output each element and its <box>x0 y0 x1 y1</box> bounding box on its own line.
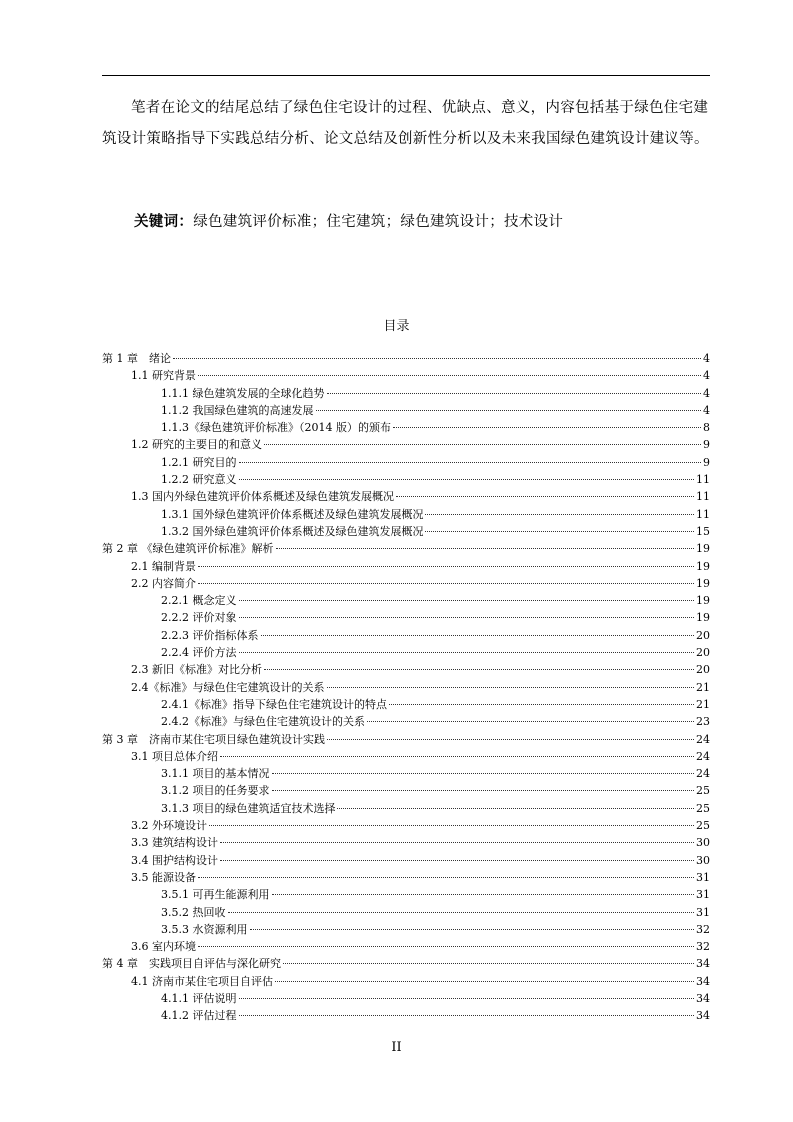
toc-entry-title: 3.1.1 项目的基本情况 <box>161 767 270 781</box>
toc-entry[interactable] <box>102 834 710 851</box>
toc-entry-page: 25 <box>696 784 710 798</box>
toc-entry[interactable] <box>102 627 710 644</box>
toc-entry-page: 30 <box>696 836 710 850</box>
toc-entry-page: 19 <box>696 542 710 556</box>
toc-dot-leader <box>228 912 695 913</box>
page-number: II <box>391 1040 402 1055</box>
toc-entry[interactable] <box>102 644 710 661</box>
toc-dot-leader <box>337 808 694 809</box>
toc-entry-page: 30 <box>696 853 710 867</box>
toc-dot-leader <box>425 531 694 532</box>
toc-entry[interactable] <box>102 696 710 713</box>
toc-dot-leader <box>239 617 695 618</box>
toc-entry-page: 21 <box>696 697 710 711</box>
toc-entry-title: 2.2.1 概念定义 <box>161 594 237 608</box>
toc-entry[interactable] <box>102 852 710 869</box>
toc-dot-leader <box>261 635 695 636</box>
toc-entry-page: 4 <box>703 403 710 417</box>
toc-entry[interactable] <box>102 800 710 817</box>
toc-entry-title: 3.5.2 热回收 <box>161 905 226 919</box>
toc-entry[interactable] <box>102 523 710 540</box>
toc-entry-page: 19 <box>696 559 710 573</box>
table-of-contents <box>102 350 710 1025</box>
toc-entry-title: 1.2.1 研究目的 <box>161 455 237 469</box>
toc-entry-page: 11 <box>696 507 710 521</box>
toc-dot-leader <box>272 790 695 791</box>
toc-dot-leader <box>316 410 702 411</box>
toc-entry-title: 1.3.2 国外绿色建筑评价体系概述及绿色建筑发展概况 <box>161 524 424 538</box>
toc-entry-title: 1.1 研究背景 <box>131 369 196 383</box>
toc-entry-title: 1.3 国内外绿色建筑评价体系概述及绿色建筑发展概况 <box>131 490 394 504</box>
toc-dot-leader <box>396 496 694 497</box>
toc-entry-page: 34 <box>696 974 710 988</box>
toc-entry-title: 4.1 济南市某住宅项目自评估 <box>131 974 273 988</box>
toc-entry-title: 2.4《标准》与绿色住宅建筑设计的关系 <box>131 680 325 694</box>
toc-entry[interactable] <box>102 385 710 402</box>
toc-entry-title: 2.3 新旧《标准》对比分析 <box>131 663 262 677</box>
header-rule <box>102 75 710 76</box>
toc-dot-leader <box>198 946 694 947</box>
toc-entry-page: 21 <box>696 680 710 694</box>
toc-dot-leader <box>283 963 694 964</box>
toc-dot-leader <box>198 375 701 376</box>
toc-entry-title: 2.4.2《标准》与绿色住宅建筑设计的关系 <box>161 715 365 729</box>
toc-entry-page: 11 <box>696 473 710 487</box>
toc-entry[interactable] <box>102 402 710 419</box>
toc-entry-title: 1.2.2 研究意义 <box>161 473 237 487</box>
toc-entry[interactable] <box>102 731 710 748</box>
toc-dot-leader <box>239 462 702 463</box>
toc-dot-leader <box>239 998 695 999</box>
toc-dot-leader <box>389 704 694 705</box>
toc-entry[interactable] <box>102 679 710 696</box>
toc-entry[interactable] <box>102 558 710 575</box>
toc-entry-title: 第 2 章 《绿色建筑评价标准》解析 <box>102 542 274 556</box>
toc-entry[interactable] <box>102 990 710 1007</box>
toc-entry[interactable] <box>102 973 710 990</box>
toc-title: 目录 <box>383 319 410 334</box>
toc-entry[interactable] <box>102 904 710 921</box>
toc-dot-leader <box>327 739 694 740</box>
toc-entry[interactable] <box>102 367 710 384</box>
toc-entry[interactable] <box>102 661 710 678</box>
toc-entry[interactable] <box>102 765 710 782</box>
toc-entry-page: 31 <box>696 905 710 919</box>
toc-entry[interactable] <box>102 506 710 523</box>
toc-entry-title: 1.1.2 我国绿色建筑的高速发展 <box>161 403 314 417</box>
toc-dot-leader <box>239 1015 695 1016</box>
toc-dot-leader <box>220 842 694 843</box>
toc-entry[interactable] <box>102 488 710 505</box>
toc-entry-title: 2.2.4 评价方法 <box>161 646 237 660</box>
toc-dot-leader <box>198 566 694 567</box>
toc-entry-page: 8 <box>703 421 710 435</box>
toc-entry-page: 34 <box>696 957 710 971</box>
toc-entry-page: 32 <box>696 940 710 954</box>
toc-dot-leader <box>220 756 694 757</box>
toc-entry-page: 20 <box>696 646 710 660</box>
toc-dot-leader <box>275 981 694 982</box>
toc-entry-page: 20 <box>696 628 710 642</box>
toc-dot-leader <box>264 444 701 445</box>
toc-dot-leader <box>173 358 701 359</box>
toc-entry-page: 9 <box>703 438 710 452</box>
toc-dot-leader <box>239 652 695 653</box>
toc-dot-leader <box>198 877 694 878</box>
toc-entry[interactable] <box>102 921 710 938</box>
toc-entry-title: 1.1.3《绿色建筑评价标准》（2014 版）的颁布 <box>161 421 391 435</box>
toc-entry-page: 32 <box>696 922 710 936</box>
toc-entry-title: 2.1 编制背景 <box>131 559 196 573</box>
toc-entry-title: 3.4 围护结构设计 <box>131 853 218 867</box>
toc-entry-page: 20 <box>696 663 710 677</box>
toc-entry-page: 25 <box>696 819 710 833</box>
toc-entry-title: 3.1.3 项目的绿色建筑适宜技术选择 <box>161 801 336 815</box>
toc-entry-page: 4 <box>703 369 710 383</box>
toc-entry-title: 4.1.2 评估过程 <box>161 1009 237 1023</box>
toc-entry[interactable] <box>102 540 710 557</box>
toc-entry-title: 1.3.1 国外绿色建筑评价体系概述及绿色建筑发展概况 <box>161 507 424 521</box>
toc-entry[interactable] <box>102 592 710 609</box>
toc-dot-leader <box>198 583 694 584</box>
toc-entry[interactable] <box>102 817 710 834</box>
toc-entry-page: 24 <box>696 767 710 781</box>
toc-dot-leader <box>327 687 695 688</box>
toc-entry[interactable] <box>102 886 710 903</box>
toc-entry-title: 3.1 项目总体介绍 <box>131 749 218 763</box>
toc-entry[interactable] <box>102 419 710 436</box>
toc-entry-title: 3.1.2 项目的任务要求 <box>161 784 270 798</box>
toc-entry-title: 2.4.1《标准》指导下绿色住宅建筑设计的特点 <box>161 697 387 711</box>
toc-entry-title: 3.5 能源设备 <box>131 870 196 884</box>
toc-entry-title: 4.1.1 评估说明 <box>161 991 237 1005</box>
toc-dot-leader <box>209 825 694 826</box>
toc-entry[interactable] <box>102 1007 710 1024</box>
toc-entry[interactable] <box>102 575 710 592</box>
toc-dot-leader <box>220 860 694 861</box>
toc-entry[interactable] <box>102 782 710 799</box>
toc-entry-title: 3.5.3 水资源利用 <box>161 922 248 936</box>
keywords-value: 绿色建筑评价标准；住宅建筑；绿色建筑设计；技术设计 <box>193 214 564 230</box>
toc-dot-leader <box>239 479 695 480</box>
toc-entry-title: 2.2.2 评价对象 <box>161 611 237 625</box>
toc-entry-page: 25 <box>696 801 710 815</box>
toc-entry-page: 4 <box>703 352 710 365</box>
toc-entry-page: 24 <box>696 749 710 763</box>
toc-entry-title: 第 3 章 济南市某住宅项目绿色建筑设计实践 <box>102 732 325 746</box>
toc-entry-page: 15 <box>696 524 710 538</box>
toc-entry-title: 3.5.1 可再生能源利用 <box>161 888 270 902</box>
toc-entry-page: 9 <box>703 455 710 469</box>
toc-dot-leader <box>393 427 701 428</box>
toc-entry[interactable] <box>102 955 710 972</box>
toc-entry-page: 31 <box>696 870 710 884</box>
toc-entry-page: 31 <box>696 888 710 902</box>
toc-entry-page: 24 <box>696 732 710 746</box>
toc-dot-leader <box>425 514 694 515</box>
toc-dot-leader <box>239 600 695 601</box>
toc-entry-page: 23 <box>696 715 710 729</box>
keywords-line <box>134 211 563 233</box>
toc-dot-leader <box>367 721 694 722</box>
toc-entry-title: 2.2 内容简介 <box>131 576 196 590</box>
toc-entry-page: 11 <box>696 490 710 504</box>
toc-entry-page: 19 <box>696 594 710 608</box>
toc-entry-title: 第 4 章 实践项目自评估与深化研究 <box>102 957 281 971</box>
toc-entry[interactable] <box>102 938 710 955</box>
keywords-label: 关键词： <box>134 214 194 230</box>
toc-entry-page: 34 <box>696 991 710 1005</box>
toc-entry[interactable] <box>102 436 710 453</box>
abstract-paragraph: 笔者在论文的结尾总结了绿色住宅设计的过程、优缺点、意义，内容包括基于绿色住宅建筑设计策略指导下实践总结分析、论文总结及创新性分析以及未来我国绿色建筑设计建议等。 <box>102 100 709 147</box>
toc-dot-leader <box>327 393 702 394</box>
toc-dot-leader <box>264 669 694 670</box>
toc-dot-leader <box>272 773 695 774</box>
toc-entry-title: 2.2.3 评价指标体系 <box>161 628 259 642</box>
toc-entry-page: 19 <box>696 576 710 590</box>
toc-entry[interactable] <box>102 609 710 626</box>
toc-entry[interactable] <box>102 350 710 367</box>
toc-entry[interactable] <box>102 748 710 765</box>
toc-entry-page: 34 <box>696 1009 710 1023</box>
toc-entry-page: 19 <box>696 611 710 625</box>
toc-entry[interactable] <box>102 471 710 488</box>
toc-entry-title: 1.1.1 绿色建筑发展的全球化趋势 <box>161 386 325 400</box>
toc-entry-title: 1.2 研究的主要目的和意义 <box>131 438 262 452</box>
toc-entry[interactable] <box>102 713 710 730</box>
toc-entry-title: 3.3 建筑结构设计 <box>131 836 218 850</box>
toc-entry-title: 3.2 外环境设计 <box>131 819 207 833</box>
toc-dot-leader <box>250 929 695 930</box>
toc-dot-leader <box>272 894 695 895</box>
toc-entry-title: 3.6 室内环境 <box>131 940 196 954</box>
toc-entry[interactable] <box>102 454 710 471</box>
toc-entry-title: 第 1 章 绪论 <box>102 352 171 365</box>
toc-dot-leader <box>276 548 695 549</box>
toc-entry[interactable] <box>102 869 710 886</box>
toc-entry-page: 4 <box>703 386 710 400</box>
